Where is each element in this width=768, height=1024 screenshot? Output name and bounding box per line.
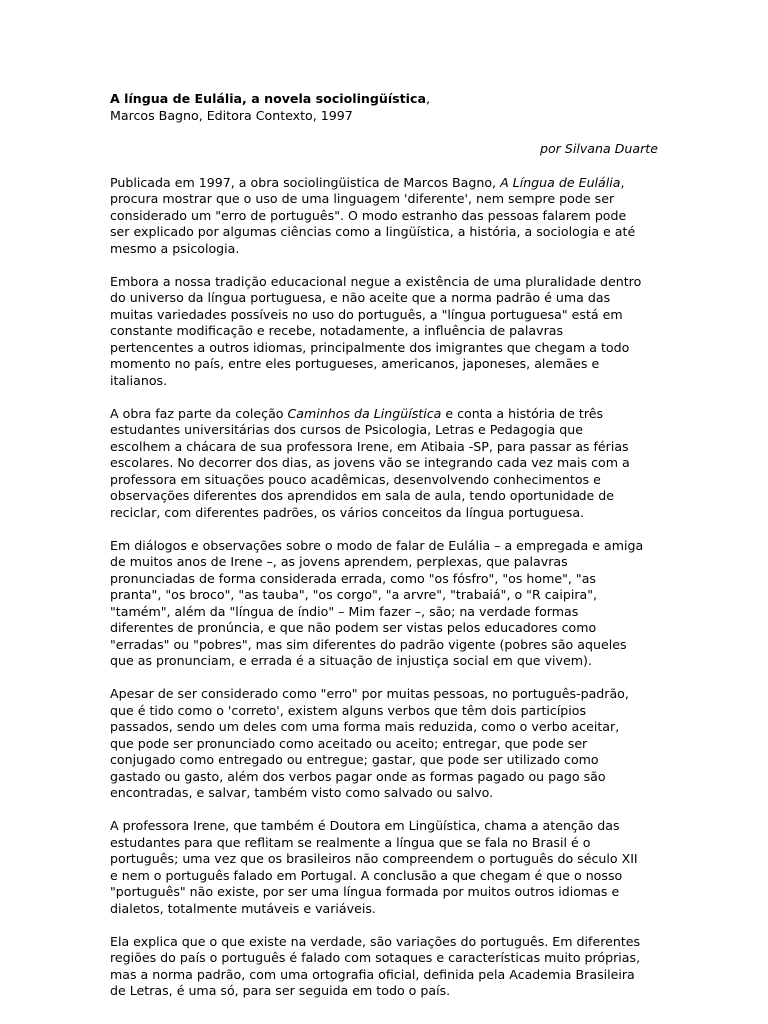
text-segment: e nem o português falado em Portugal. A conclusão a que chegam é que o nosso — [110, 867, 623, 883]
text-segment: italianos. — [110, 372, 168, 388]
text-segment: que é tido como o 'correto', existem alguns verbos que têm dois particípios — [110, 702, 587, 718]
text-segment: conjugado como entregado ou entregue; gastar, que pode ser utilizado como — [110, 752, 599, 767]
text-line — [110, 488, 658, 505]
italic-title-text: A Língua de Eulália — [500, 174, 621, 190]
text-segment: regiões do país o português é falado com sotaques e características muito próprias, — [110, 950, 641, 965]
paragraph — [110, 406, 658, 522]
text-segment: A obra faz parte da coleção — [110, 405, 288, 421]
text-segment: ser explicado por algumas ciências como a lingüística, a história, a sociologia e até — [110, 224, 636, 239]
text-line — [110, 455, 658, 472]
text-segment: Em diálogos e observações sobre o modo de falar de Eulália – a empregada e amiga — [110, 537, 644, 553]
paragraph — [110, 175, 658, 258]
text-line — [110, 637, 658, 654]
text-line — [110, 884, 658, 901]
text-segment: "tamém", além da "língua de índio" – Mim fazer –, são; na verdade formas — [110, 603, 579, 619]
paragraph — [110, 538, 658, 670]
paragraph-gap — [110, 670, 658, 687]
text-segment: Ela explica que o que existe na verdade, são variações do português. Em diferentes — [110, 933, 641, 949]
text-segment: pranta", "os broco", "as tauba", "os corgo", "a arvre", "trabaiá", o "R caipira", — [110, 587, 598, 602]
text-segment: Publicada em 1997, a obra sociolingüistica de Marcos Bagno, — [110, 174, 501, 190]
paragraph-gap — [110, 521, 658, 538]
text-line — [110, 571, 658, 588]
text-segment: escolhem a chácara de sua professora Irene, em Atibaia -SP, para passar as férias — [110, 438, 629, 454]
text-line — [110, 868, 658, 885]
paragraph — [110, 818, 658, 917]
text-segment: gastado ou gasto, além dos verbos pagar onde as formas pagado ou pago são — [110, 768, 606, 784]
text-line — [110, 703, 658, 720]
text-segment: diferentes de pronúncia, e que não podem ser vistas pelos educadores como — [110, 620, 597, 635]
text-line — [110, 373, 658, 390]
text-segment: Apesar de ser considerado como "erro" por muitas pessoas, no português-padrão, — [110, 686, 629, 701]
text-segment: e conta a história de três — [441, 405, 604, 421]
paragraph-gap — [110, 802, 658, 819]
text-segment: constante modificação e recebe, notadamente, a influência de palavras — [110, 323, 564, 338]
text-line — [110, 208, 658, 225]
text-segment: Embora a nossa tradição educacional negue a existência de uma pluralidade dentro — [110, 273, 642, 289]
text-segment: encontradas, e salvar, também visto como salvado ou salvo. — [110, 785, 494, 800]
text-line — [110, 719, 658, 736]
text-segment: professora em situações pouco acadêmicas, desenvolvendo conhecimentos e — [110, 471, 601, 487]
article-title-text: A língua de Eulália, a novela sociolingüística — [110, 91, 426, 106]
text-line — [110, 686, 658, 703]
text-segment: muitas variedades possíveis no uso do português, a "língua portuguesa" está em — [110, 306, 623, 322]
text-line — [110, 983, 658, 1000]
text-line — [110, 307, 658, 324]
article-title — [110, 91, 658, 108]
text-segment: reciclar, com diferentes padrões, os vários conceitos da língua portuguesa. — [110, 504, 585, 520]
text-segment: considerado um "erro de português". O modo estranho das pessoas falarem pode — [110, 207, 627, 223]
text-segment: mesmo a psicologia. — [110, 240, 240, 256]
paragraph — [110, 934, 658, 1000]
text-segment: dialetos, totalmente mutáveis e variáveis. — [110, 900, 376, 916]
text-segment: pronunciadas de forma considerada errada, como "os fósfro", "os home", "as — [110, 570, 596, 586]
text-line — [110, 620, 658, 637]
italic-title-text: Caminhos da Lingüística — [287, 405, 442, 421]
paragraph-gap — [110, 389, 658, 406]
text-line — [110, 901, 658, 918]
text-line — [110, 934, 658, 951]
text-line — [110, 769, 658, 786]
text-line — [110, 950, 658, 967]
text-segment: "erradas" ou "pobres", mas sim diferentes do padrão vigente (pobres são aqueles — [110, 636, 627, 652]
text-line — [110, 439, 658, 456]
paragraph-gap — [110, 917, 658, 934]
text-segment: A professora Irene, que também é Doutora em Lingüística, chama a atenção das — [110, 818, 620, 833]
text-segment: estudantes para que reflitam se realmente a língua que se fala no Brasil é o — [110, 834, 591, 850]
article-subtitle: Marcos Bagno, Editora Contexto, 1997 — [110, 107, 353, 123]
document-header — [110, 91, 658, 158]
text-segment: mas a norma padrão, com uma ortografia oficial, definida pela Academia Brasileira — [110, 966, 635, 982]
text-segment: que pode ser pronunciado como aceitado ou aceito; entregar, que pode ser — [110, 735, 588, 751]
text-segment: que as pronunciam, e errada é a situação de injustiça social em que vivem). — [110, 653, 592, 668]
text-segment: de muitos anos de Irene –, as jovens aprendem, perplexas, que palavras — [110, 554, 568, 569]
text-segment: , — [620, 174, 625, 190]
text-line — [110, 175, 658, 192]
text-line — [110, 505, 658, 522]
article-byline: por Silvana Duarte — [539, 141, 658, 156]
text-segment: do universo da língua portuguesa, e não aceite que a norma padrão é uma das — [110, 290, 611, 305]
text-line — [110, 554, 658, 571]
text-line — [110, 356, 658, 373]
text-segment: procura mostrar que o uso de uma linguagem 'diferente', nem sempre pode ser — [110, 191, 615, 206]
text-line — [110, 851, 658, 868]
article-title-comma: , — [425, 91, 430, 106]
text-line — [110, 224, 658, 241]
text-segment: estudantes universitárias dos cursos de Psicologia, Letras e Pedagogia que — [110, 422, 584, 437]
text-segment: passados, sendo um deles com uma forma mais reduzida, como o verbo aceitar, — [110, 719, 620, 734]
text-segment: de Letras, é uma só, para ser seguida em todo o país. — [110, 983, 451, 998]
text-line — [110, 290, 658, 307]
text-line — [110, 604, 658, 621]
text-line — [110, 340, 658, 357]
paragraph-gap — [110, 257, 658, 274]
text-line — [110, 835, 658, 852]
text-segment: momento no país, entre eles portugueses, americanos, japoneses, alemães e — [110, 356, 600, 371]
text-line — [110, 472, 658, 489]
text-line — [110, 587, 658, 604]
text-line — [110, 967, 658, 984]
text-segment: português; uma vez que os brasileiros não compreendem o português do século XII — [110, 851, 638, 866]
text-segment: escolares. No decorrer dos dias, as jovens vão se integrando cada vez mais com a — [110, 455, 630, 470]
text-line — [110, 538, 658, 555]
text-segment: "português" não existe, por ser uma língua formada por muitos outros idiomas e — [110, 884, 620, 899]
text-line — [110, 406, 658, 423]
paragraph — [110, 274, 658, 390]
text-line — [110, 736, 658, 753]
text-line — [110, 653, 658, 670]
text-line — [110, 785, 658, 802]
text-line — [110, 274, 658, 291]
paragraph — [110, 686, 658, 802]
text-segment: observações diferentes dos aprendidos em sala de aula, tendo oportunidade de — [110, 488, 614, 503]
text-line — [110, 191, 658, 208]
text-line — [110, 323, 658, 340]
text-line — [110, 422, 658, 439]
text-line — [110, 752, 658, 769]
article-body — [110, 175, 658, 1000]
text-segment: pertencentes a outros idiomas, principalmente dos imigrantes que chegam a todo — [110, 339, 630, 355]
text-line — [110, 818, 658, 835]
text-line — [110, 241, 658, 258]
